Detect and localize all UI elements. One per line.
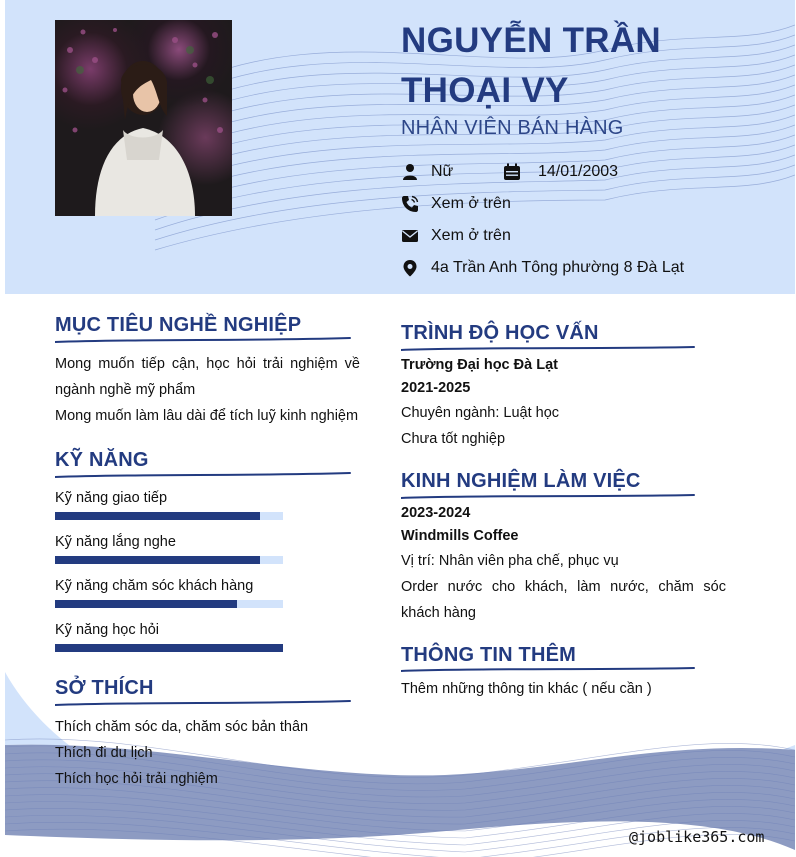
- resume-page: [5, 0, 795, 857]
- skill-bar: [55, 644, 283, 652]
- hobby-item: Thích đi du lịch: [55, 745, 153, 761]
- experience-position: Vị trí: Nhân viên pha chế, phục vụ: [401, 553, 619, 569]
- objective-title: MỤC TIÊU NGHỀ NGHIỆP: [55, 314, 302, 336]
- email-row: [401, 225, 701, 247]
- location-pin-icon: [401, 259, 419, 277]
- user-icon: [401, 163, 419, 181]
- skill-label: Kỹ năng giao tiếp: [55, 490, 168, 506]
- hobby-item: Thích học hỏi trải nghiệm: [55, 771, 218, 787]
- gender-text: Nữ: [431, 163, 454, 180]
- extra-title: THÔNG TIN THÊM: [401, 644, 577, 666]
- skill-label: Kỹ năng lắng nghe: [55, 534, 176, 550]
- hobby-item: Thích chăm sóc da, chăm sóc bản thân: [55, 719, 309, 735]
- education-major: Chuyên ngành: Luật học: [401, 405, 560, 421]
- watermark: @joblike365.com: [629, 828, 765, 846]
- education-status: Chưa tốt nghiệp: [401, 431, 506, 447]
- skill-bar-fill: [55, 556, 260, 564]
- skill-bar: [55, 512, 283, 520]
- skill-bar-fill: [55, 600, 237, 608]
- address-row: [401, 257, 781, 279]
- birthday-row: [503, 161, 703, 183]
- calendar-icon: [503, 163, 521, 181]
- experience-title: KINH NGHIỆM LÀM VIỆC: [401, 470, 641, 492]
- hobbies-title: SỞ THÍCH: [55, 677, 154, 699]
- experience-description: Order nước cho khách, làm nước, chăm sóc khách hàng: [401, 579, 726, 621]
- phone-row: [401, 193, 701, 215]
- skills-title: KỸ NĂNG: [55, 449, 149, 471]
- skill-label: Kỹ năng chăm sóc khách hàng: [55, 578, 254, 594]
- skill-bar: [55, 556, 283, 564]
- extra-text: Thêm những thông tin khác ( nếu cần ): [401, 681, 652, 697]
- hobbies-title-underline: [55, 699, 355, 709]
- experience-company: Windmills Coffee: [401, 528, 519, 544]
- skills-title-underline: [55, 471, 355, 481]
- education-years: 2021-2025: [401, 380, 471, 396]
- phone-text: Xem ở trên: [431, 195, 511, 212]
- experience-years: 2023-2024: [401, 505, 471, 521]
- education-title: TRÌNH ĐỘ HỌC VẤN: [401, 322, 599, 344]
- objective-title-underline: [55, 336, 355, 346]
- candidate-name: NGUYỄN TRẦN THOẠI VY: [401, 21, 661, 110]
- phone-icon: [401, 195, 419, 213]
- address-text: 4a Trần Anh Tông phường 8 Đà Lạt: [431, 259, 685, 276]
- skill-bar-fill: [55, 512, 260, 520]
- education-school: Trường Đại học Đà Lạt: [401, 357, 558, 373]
- objective-line-2: Mong muốn làm lâu dài để tích luỹ kinh nghiệm: [55, 408, 359, 424]
- email-text: Xem ở trên: [431, 227, 511, 244]
- skill-label: Kỹ năng học hỏi: [55, 622, 159, 638]
- envelope-icon: [401, 227, 419, 245]
- birthday-text: 14/01/2003: [538, 163, 619, 180]
- skill-bar: [55, 600, 283, 608]
- objective-line-1: Mong muốn tiếp cận, học hỏi trải nghiệm về ngành nghề mỹ phẩm: [55, 356, 360, 398]
- extra-title-underline: [401, 665, 701, 675]
- job-title: NHÂN VIÊN BÁN HÀNG: [401, 117, 624, 139]
- skill-bar-fill: [55, 644, 283, 652]
- profile-photo: [55, 20, 232, 216]
